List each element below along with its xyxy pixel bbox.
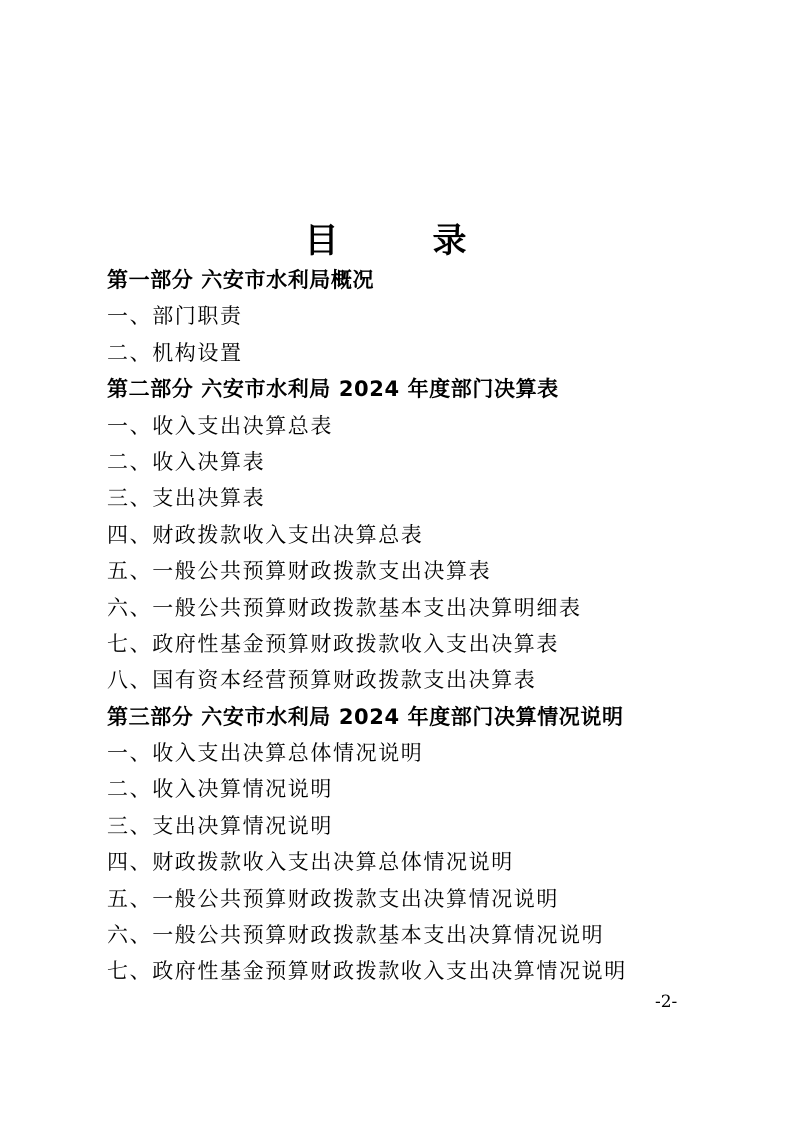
toc-list <box>107 262 747 990</box>
toc-item: 六、一般公共预算财政拨款基本支出决算明细表 <box>107 595 582 620</box>
toc-item: 一、收入支出决算总表 <box>107 413 333 438</box>
toc-item: 五、一般公共预算财政拨款支出决算情况说明 <box>107 886 559 911</box>
toc-item: 一、收入支出决算总体情况说明 <box>107 741 424 766</box>
toc-item: 三、支出决算表 <box>107 486 266 511</box>
toc-item: 七、政府性基金预算财政拨款收入支出决算表 <box>107 631 559 656</box>
toc-item: 三、支出决算情况说明 <box>107 813 333 838</box>
toc-part-heading: 第一部分 六安市水利局概况 <box>107 268 375 292</box>
toc-item: 六、一般公共预算财政拨款基本支出决算情况说明 <box>107 923 605 948</box>
toc-part-heading: 第三部分 六安市水利局 2024 年度部门决算情况说明 <box>107 704 624 729</box>
toc-title: 目 录 <box>304 221 497 261</box>
toc-item: 二、收入决算情况说明 <box>107 777 333 802</box>
page-number: -2- <box>655 992 678 1012</box>
toc-item: 二、机构设置 <box>107 340 243 365</box>
toc-item: 二、收入决算表 <box>107 449 266 474</box>
toc-part-heading: 第二部分 六安市水利局 2024 年度部门决算表 <box>107 377 559 402</box>
toc-item: 七、政府性基金预算财政拨款收入支出决算情况说明 <box>107 959 627 984</box>
toc-item: 五、一般公共预算财政拨款支出决算表 <box>107 559 492 584</box>
toc-item: 八、国有资本经营预算财政拨款支出决算表 <box>107 668 537 693</box>
toc-item: 一、部门职责 <box>107 304 243 329</box>
toc-item: 四、财政拨款收入支出决算总表 <box>107 522 424 547</box>
toc-item: 四、财政拨款收入支出决算总体情况说明 <box>107 850 514 875</box>
